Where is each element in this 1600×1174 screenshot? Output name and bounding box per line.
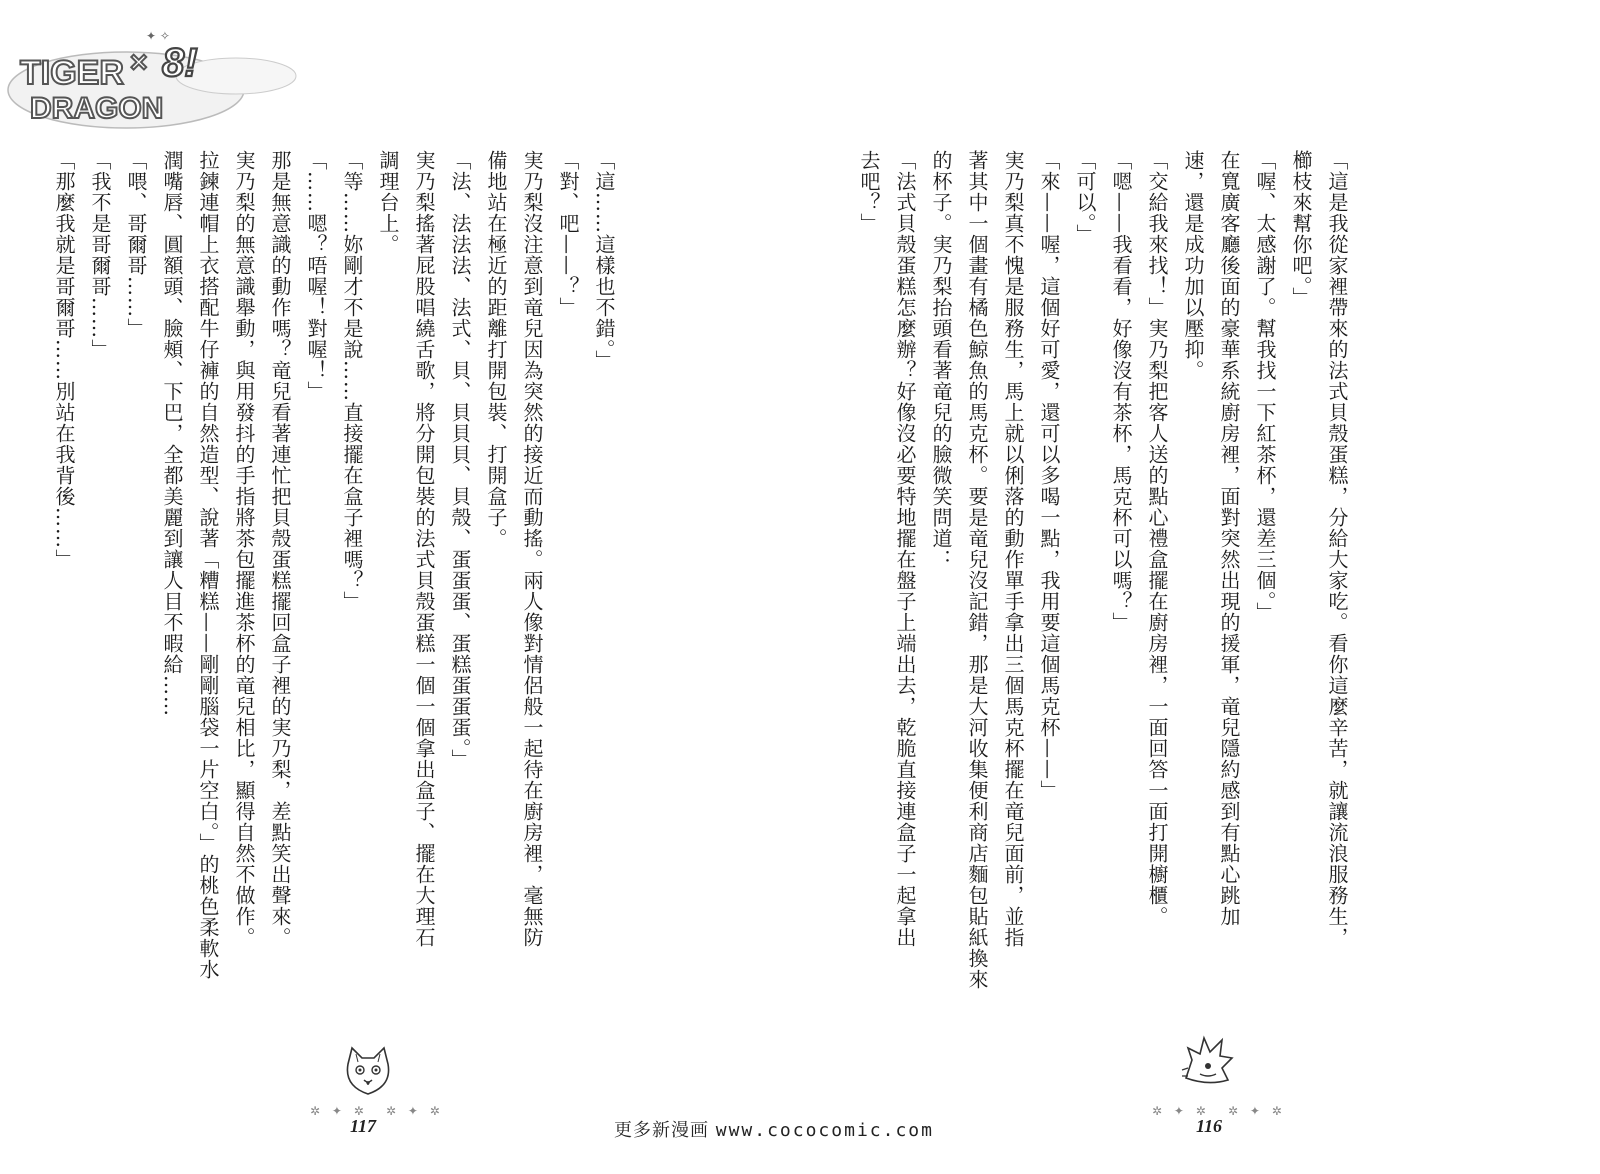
- text-column: 実乃梨真不愧是服務生，馬上就以俐落的動作單手拿出三個馬克杯擺在竜兒面前，並指: [1001, 150, 1025, 948]
- text-column: 櫛枝來幫你吧。」: [1289, 150, 1313, 308]
- right-page-text: [851, 150, 1355, 1030]
- text-column: 去吧？」: [857, 150, 881, 234]
- logo-line1: TIGER: [20, 54, 124, 92]
- logo-graphic: [6, 12, 306, 132]
- svg-text:✦ ✧: ✦ ✧: [146, 29, 170, 43]
- star-decoration-icon: ✲ ✦ ✲: [310, 1104, 368, 1118]
- series-logo: [6, 12, 306, 132]
- left-page: [52, 150, 622, 1050]
- text-column: 「我不是哥爾哥……」: [88, 150, 112, 360]
- text-column: 「喂、哥爾哥……」: [124, 150, 148, 339]
- dragon-head-icon: [1178, 1030, 1238, 1090]
- text-column: 「這是我從家裡帶來的法式貝殼蛋糕，分給大家吃。看你這麼辛苦，就讓流浪服務生，: [1325, 150, 1349, 948]
- page-number-right: 116: [1196, 1116, 1223, 1136]
- text-column: 「這……這樣也不錯。」: [592, 150, 616, 371]
- logo-number: 8!: [162, 41, 198, 85]
- text-column: 「交給我來找！」実乃梨把客人送的點心禮盒擺在廚房裡，一面回答一面打開櫥櫃。: [1145, 150, 1169, 927]
- left-page-text: [46, 150, 622, 1030]
- star-decoration-icon: ✲ ✦ ✲: [1228, 1104, 1286, 1118]
- logo-cross: ×: [130, 46, 148, 79]
- text-column: 速，還是成功加以壓抑。: [1181, 150, 1205, 381]
- text-column: 実乃梨的無意識舉動，與用發抖的手指將茶包擺進茶杯的竜兒相比，顯得自然不做作。: [232, 150, 256, 948]
- footer-label: 更多新漫画: [614, 1120, 709, 1141]
- text-column: 実乃梨沒注意到竜兒因為突然的接近而動搖。兩人像對情侶般一起待在廚房裡，毫無防: [520, 150, 544, 948]
- right-page: [857, 150, 1355, 1050]
- text-column: 「……嗯？唔喔！對喔！」: [304, 150, 328, 402]
- text-column: 「法式貝殼蛋糕怎麼辦？好像沒必要特地擺在盤子上端出去，乾脆直接連盒子一起拿出: [893, 150, 917, 948]
- star-decoration-icon: ✲ ✦ ✲: [1152, 1104, 1210, 1118]
- text-column: 拉鍊連帽上衣搭配牛仔褲的自然造型、說著「糟糕——剛剛腦袋一片空白。」的桃色柔軟水: [196, 150, 220, 980]
- text-column: 「那麼我就是哥爾哥……別站在我背後……」: [52, 150, 76, 570]
- text-column: 著其中一個畫有橘色鯨魚的馬克杯。要是竜兒沒記錯，那是大河收集便利商店麵包貼紙換來: [965, 150, 989, 990]
- page-number-left: 117: [350, 1116, 377, 1136]
- text-column: 在寬廣客廳後面的豪華系統廚房裡，面對突然出現的援軍，竜兒隱約感到有點心跳加: [1217, 150, 1241, 927]
- text-column: 「來——喔，這個好可愛，還可以多喝一點，我用要這個馬克杯——」: [1037, 150, 1061, 801]
- text-column: 那是無意識的動作嗎？竜兒看著連忙把貝殼蛋糕擺回盒子裡的実乃梨，差點笑出聲來。: [268, 150, 292, 948]
- text-column: 「可以。」: [1073, 150, 1097, 245]
- star-decoration-icon: ✲ ✦ ✲: [386, 1104, 444, 1118]
- text-column: 潤嘴唇、圓額頭、臉頰、下巴，全都美麗到讓人目不暇給……: [160, 150, 184, 717]
- footer-watermark: [614, 1116, 934, 1142]
- text-column: 「對、吧——？」: [556, 150, 580, 318]
- text-column: 「嗯——我看看，好像沒有茶杯，馬克杯可以嗎？」: [1109, 150, 1133, 633]
- footer-link[interactable]: www.cococomic.com: [715, 1120, 934, 1141]
- text-column: 「等……妳剛才不是說……直接擺在盒子裡嗎？」: [340, 150, 364, 612]
- text-column: 「喔、太感謝了。幫我找一下紅茶杯，還差三個。」: [1253, 150, 1277, 623]
- logo-line2: DRAGON: [30, 92, 164, 125]
- text-column: 調理台上。: [376, 150, 400, 255]
- text-column: 「法、法法法、法式、貝、貝貝貝、貝殼、蛋蛋蛋、蛋糕蛋蛋蛋。」: [448, 150, 472, 770]
- cat-face-icon: [338, 1042, 398, 1102]
- text-column: 的杯子。実乃梨抬頭看著竜兒的臉微笑問道：: [929, 150, 953, 570]
- text-column: 備地站在極近的距離打開包裝、打開盒子。: [484, 150, 508, 549]
- text-column: 実乃梨搖著屁股唱繞舌歌，將分開包裝的法式貝殼蛋糕一個一個拿出盒子、擺在大理石: [412, 150, 436, 948]
